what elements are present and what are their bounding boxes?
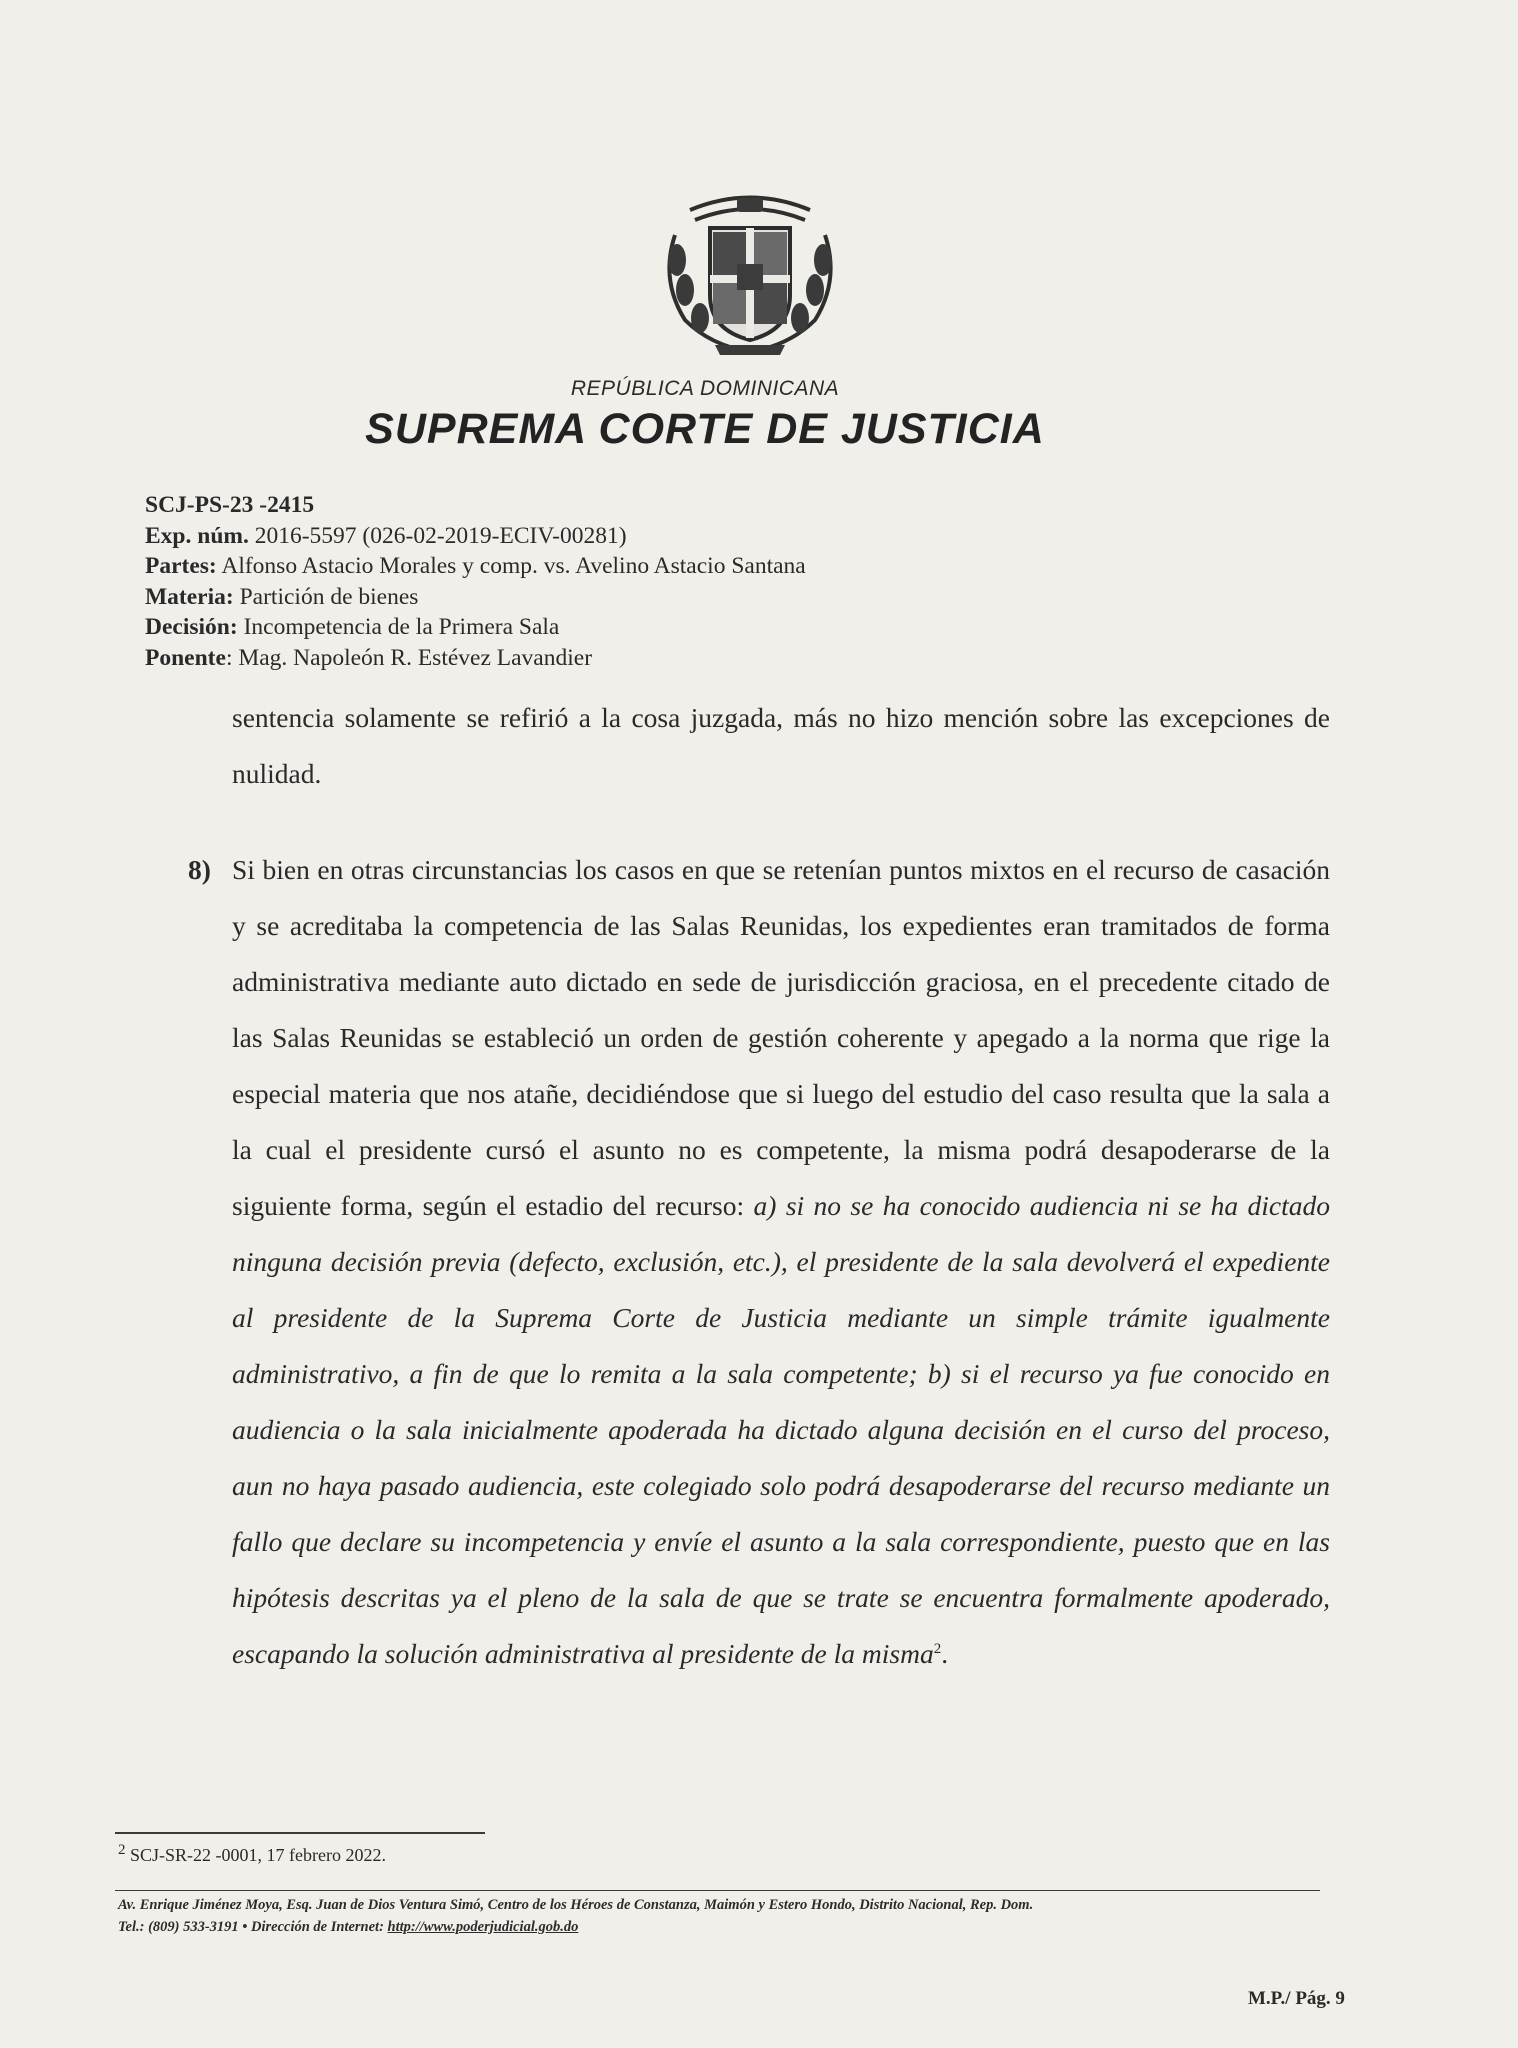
paragraph-italic-text: a) si no se ha conocido audiencia ni se ha dictado ninguna decisión previa (defecto, exclusión, etc.), el presidente de la sala devolverá el expediente al presidente de la Suprema Corte de Justicia mediante un simple trámite igualmente administrativo, a fin de que lo remita a la sala competente; b) si el recurso ya fue conocido en audiencia o la sala inicialmente apoderada ha dictado alguna decisión en el curso del proceso, aun no haya pasado audiencia, este colegiado solo podrá desapoderarse del recurso mediante un fallo que declare su incompetencia y envíe el asunto a la sala correspondiente, puesto que en las hipótesis descritas ya el pleno de la sala de que se trate se encuentra formalmente apoderado, escapando la solución administrativa al presidente de la misma [232, 1190, 1330, 1669]
footer-address-line: Av. Enrique Jiménez Moya, Esq. Juan de Dios Ventura Simó, Centro de los Héroes de Constanza, Maimón y Estero Hondo, Distrito Nacional, Rep. Dom. [118, 1897, 1034, 1913]
footer-contact-line: Tel.: (809) 533-3191 • Dirección de Internet: http://www.poderjudicial.gob.do [118, 1919, 579, 1935]
paragraph-number: 8) [188, 854, 211, 885]
footer-address [118, 1894, 1328, 1938]
footnote-divider [115, 1832, 485, 1834]
case-parties: Partes: Alfonso Astacio Morales y comp. vs. Avelino Astacio Santana [145, 553, 806, 579]
paragraph-8: Si bien en otras circunstancias los casos en que se retenían puntos mixtos en el recurso de casación y se acreditaba la competencia de las Salas Reunidas, los expedientes eran tramitados de forma administrativa mediante auto dictado en sede de jurisdicción graciosa, en el precedente citado de las Salas Reunidas se estableció un orden de gestión coherente y apegado a la norma que rige la especial materia que nos atañe, decidiéndose que si luego del estudio del caso resulta que la sala a la cual el presidente cursó el asunto no es competente, la misma podrá desapoderarse de la siguiente forma, según el estadio del recurso: a) si no se ha conocido audiencia ni se ha dictado ninguna decisión previa (defecto, exclusión, etc.), el presidente de la sala devolverá el expediente al presidente de la Suprema Corte de Justicia mediante un simple trámite igualmente administrativo, a fin de que lo remita a la sala competente; b) si el recurso ya fue conocido en audiencia o la sala inicialmente apoderada ha dictado alguna decisión en el curso del proceso, aun no haya pasado audiencia, este colegiado solo podrá desapoderarse del recurso mediante un fallo que declare su incompetencia y envíe el asunto a la sala correspondiente, puesto que en las hipótesis descritas ya el pleno de la sala de que se trate se encuentra formalmente apoderado, escapando la solución administrativa al presidente de la misma$^2$. [232, 854, 1330, 1669]
coat-of-arms-seal [655, 180, 845, 360]
case-file-number: Exp. núm. 2016-5597 (026-02-2019-ECIV-00281) [145, 522, 627, 549]
case-id: SCJ-PS-23 -2415 [145, 492, 315, 518]
republic-name: REPÚBLICA DOMINICANA [570, 377, 840, 400]
website-link[interactable]: http://www.poderjudicial.gob.do [387, 1919, 579, 1935]
paragraph-text: Si bien en otras circunstancias los casos en que se retenían puntos mixtos en el recurso de casación y se acreditaba la competencia de las Salas Reunidas, los expedientes eran tramitados de forma administrativa mediante auto dictado en sede de jurisdicción graciosa, en el precedente citado de las Salas Reunidas se estableció un orden de gestión coherente y apegado a la norma que rige la especial materia que nos atañe, decidiéndose que si luego del estudio del caso resulta que la sala a la cual el presidente cursó el asunto no es competente, la misma podrá desapoderarse de la siguiente forma, según el estadio del recurso: [232, 854, 1330, 1221]
page-number: M.P./ Pág. 9 [1248, 1988, 1345, 2009]
continuation-paragraph: sentencia solamente se refirió a la cosa juzgada, más no hizo mención sobre las excepciones de nulidad. [232, 702, 1330, 789]
court-name: SUPREMA CORTE DE JUSTICIA [365, 405, 1045, 453]
case-info [145, 490, 806, 673]
case-subject: Materia: Partición de bienes [145, 583, 419, 610]
footnote: $^2$ SCJ-SR-22 -0001, 17 febrero 2022. [118, 1842, 386, 1865]
case-speaker: Ponente: Mag. Napoleón R. Estévez Lavandier [145, 644, 593, 671]
footer-divider [115, 1890, 1320, 1891]
case-decision: Decisión: Incompetencia de la Primera Sala [145, 614, 560, 640]
footnote-reference[interactable]: 2 [933, 1640, 942, 1657]
